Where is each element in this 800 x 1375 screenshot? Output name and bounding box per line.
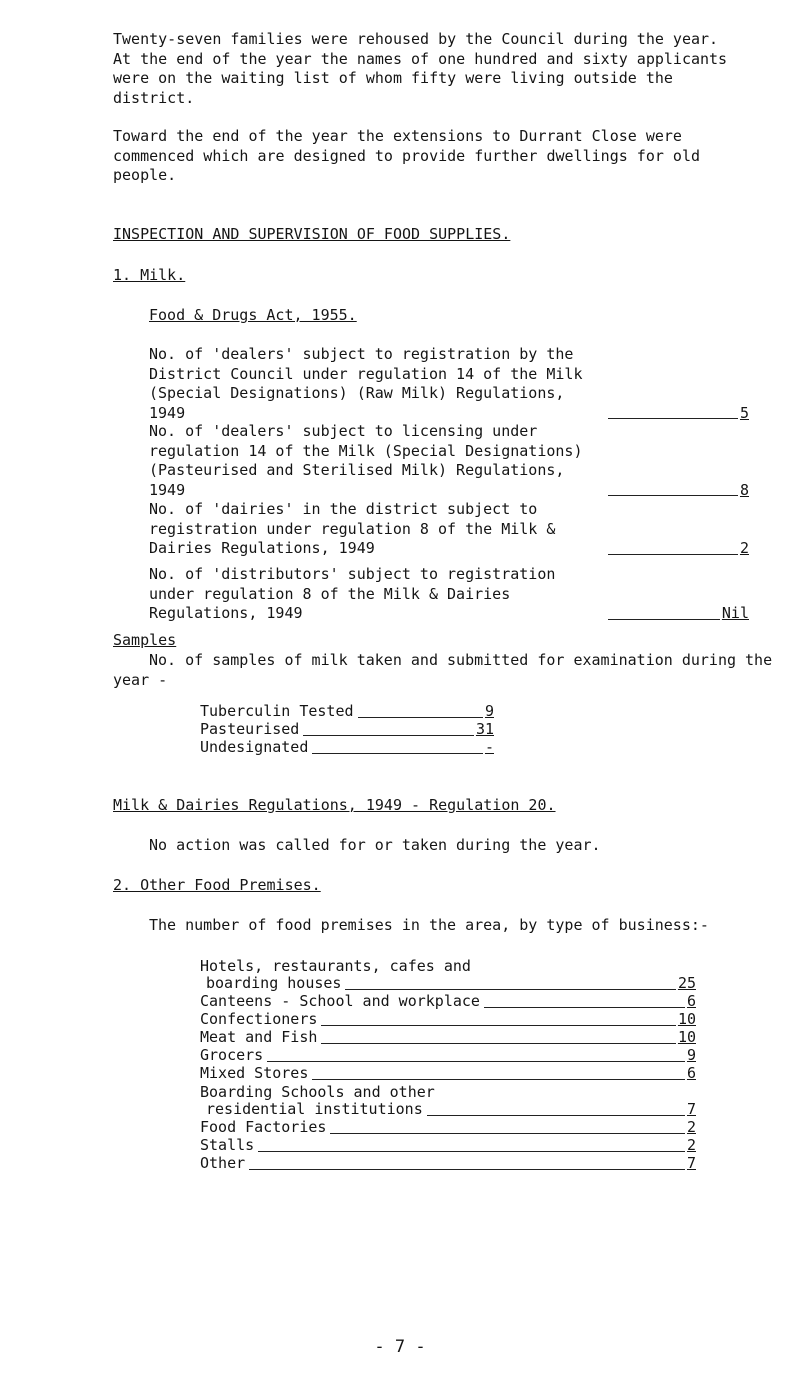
milk-item-value: 2 xyxy=(739,539,749,557)
premises-row xyxy=(200,993,696,1011)
milk-item-3 xyxy=(149,500,749,559)
other-food-heading: 2. Other Food Premises. xyxy=(113,876,321,894)
premises-value: 10 xyxy=(677,1027,696,1046)
premises-label: Boarding Schools and other xyxy=(200,1083,435,1101)
leader-line xyxy=(312,1079,685,1080)
premises-value: 10 xyxy=(677,1009,696,1028)
premises-row xyxy=(200,1155,696,1173)
sample-value: 31 xyxy=(475,719,494,738)
samples-row xyxy=(200,739,494,757)
premises-value: 25 xyxy=(677,973,696,992)
premises-value: 2 xyxy=(686,1117,696,1136)
sample-label: Tuberculin Tested xyxy=(200,701,354,720)
premises-row xyxy=(200,1083,696,1119)
intro-paragraph-1: Twenty-seven families were rehoused by the Council during the year. At the end of the year the names of one hundred and sixty applicants were on the waiting list of whom fifty were living outside the district. xyxy=(113,30,728,107)
leader-line xyxy=(608,495,738,496)
leader-line xyxy=(249,1169,685,1170)
premises-label: Stalls xyxy=(200,1135,255,1154)
intro-paragraph-2: Toward the end of the year the extensions to Durrant Close were commenced which are designed to provide further dwellings for old people. xyxy=(113,127,700,184)
food-drugs-act-heading: Food & Drugs Act, 1955. xyxy=(149,306,357,324)
milk-item-value: Nil xyxy=(721,604,749,622)
other-food-text: The number of food premises in the area, by type of business:- xyxy=(149,916,709,934)
milk-heading: 1. Milk. xyxy=(113,266,186,284)
premises-row xyxy=(200,1011,696,1029)
regulation-text: No action was called for or taken during the year. xyxy=(149,836,601,854)
leader-line xyxy=(267,1061,685,1062)
regulation-heading: Milk & Dairies Regulations, 1949 - Regulation 20. xyxy=(113,796,556,814)
premises-label: Food Factories xyxy=(200,1117,327,1136)
premises-row xyxy=(200,1137,696,1155)
premises-row xyxy=(200,1029,696,1047)
premises-label: Canteens - School and workplace xyxy=(200,991,480,1010)
section-title: INSPECTION AND SUPERVISION OF FOOD SUPPLIES. xyxy=(113,225,511,243)
premises-label: Other xyxy=(200,1153,246,1172)
premises-label: Grocers xyxy=(200,1045,264,1064)
premises-row xyxy=(200,1119,696,1137)
page-number: - 7 - xyxy=(374,1337,426,1357)
milk-item-label: No. of 'dairies' in the district subject to registration under regulation 8 of the Milk & Dairies Regulations, 1949 xyxy=(149,500,556,557)
milk-item-value: 8 xyxy=(739,480,749,499)
leader-line xyxy=(258,1151,685,1152)
leader-line xyxy=(312,753,483,754)
sample-label: Undesignated xyxy=(200,737,309,756)
premises-row xyxy=(200,957,696,993)
leader-line xyxy=(330,1133,685,1134)
leader-line xyxy=(608,554,738,555)
milk-item-value: 5 xyxy=(739,403,749,422)
milk-item-4 xyxy=(149,565,749,624)
premises-value: 7 xyxy=(686,1099,696,1118)
premises-value: 2 xyxy=(686,1135,696,1154)
premises-value: 6 xyxy=(686,991,696,1010)
premises-label-cont: residential institutions xyxy=(206,1099,423,1118)
premises-table xyxy=(200,957,696,1173)
samples-text: No. of samples of milk taken and submitted for examination during the year - xyxy=(113,651,773,689)
leader-line xyxy=(427,1115,685,1116)
leader-line xyxy=(303,735,474,736)
premises-label: Hotels, restaurants, cafes and xyxy=(200,957,471,975)
sample-value: 9 xyxy=(484,701,494,720)
milk-item-2 xyxy=(149,422,749,500)
premises-row xyxy=(200,1047,696,1065)
premises-label: Meat and Fish xyxy=(200,1027,318,1046)
premises-value: 7 xyxy=(686,1153,696,1172)
premises-value: 9 xyxy=(686,1045,696,1064)
premises-label: Confectioners xyxy=(200,1009,318,1028)
samples-table xyxy=(200,703,494,757)
samples-row xyxy=(200,703,494,721)
leader-line xyxy=(321,1043,676,1044)
leader-line xyxy=(484,1007,685,1008)
sample-label: Pasteurised xyxy=(200,719,300,738)
premises-row xyxy=(200,1065,696,1083)
samples-row xyxy=(200,721,494,739)
sample-value: - xyxy=(484,737,494,756)
leader-line xyxy=(345,989,675,990)
premises-label-cont: boarding houses xyxy=(206,973,342,992)
premises-value: 6 xyxy=(686,1063,696,1082)
leader-line xyxy=(608,418,738,419)
milk-item-label: No. of 'dealers' subject to registration by the District Council under regulation 14 of the Milk (Special Designations) (Raw Milk) Regulations, 1949 xyxy=(149,345,583,422)
milk-item-label: No. of 'distributors' subject to registration under regulation 8 of the Milk & Dairies Regulations, 1949 xyxy=(149,565,556,622)
leader-line xyxy=(608,619,720,620)
milk-item-label: No. of 'dealers' subject to licensing under regulation 14 of the Milk (Special Designations) (Pasteurised and Sterilised Milk) Regulations, 1949 xyxy=(149,422,583,499)
samples-heading: Samples xyxy=(113,631,177,649)
leader-line xyxy=(321,1025,676,1026)
premises-label: Mixed Stores xyxy=(200,1063,309,1082)
leader-line xyxy=(358,717,483,718)
milk-item-1 xyxy=(149,345,749,423)
